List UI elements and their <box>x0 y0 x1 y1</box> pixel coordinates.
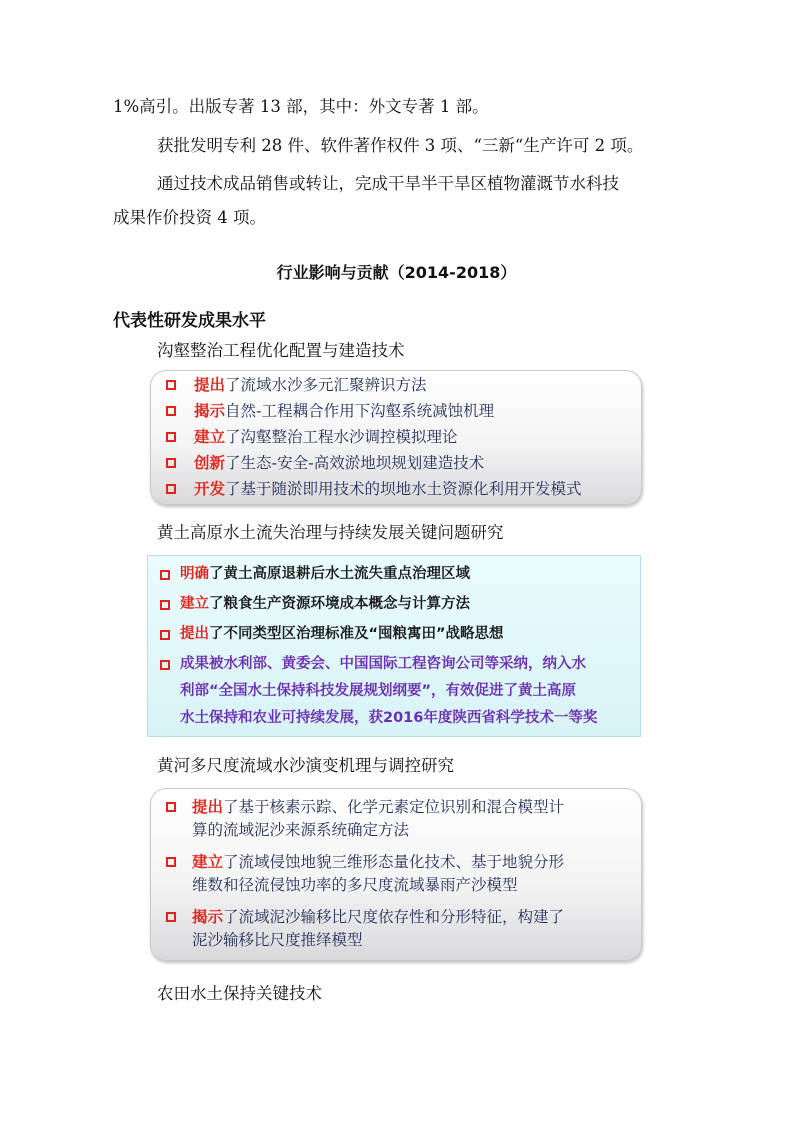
group1-item-2: 揭示自然-工程耦合作用下沟壑系统减蚀机理 <box>194 402 495 420</box>
bullet-icon <box>160 660 170 670</box>
group3-item-3: 揭示了流域泥沙输移比尺度依存性和分形特征，构建了 <box>192 908 565 926</box>
bullet-icon <box>166 912 176 922</box>
bullet-icon <box>166 432 176 442</box>
group2-box <box>147 555 641 737</box>
subsection-title: 代表性研发成果水平 <box>113 311 266 331</box>
group1-title: 沟壑整治工程优化配置与建造技术 <box>157 341 405 360</box>
group2-item-4-line-1: 成果被水利部、黄委会、中国国际工程咨询公司等采纳，纳入水 <box>180 656 586 672</box>
intro-line-1: 1%高引。出版专著 13 部，其中：外文专著 1 部。 <box>113 97 489 116</box>
bullet-icon <box>166 458 176 468</box>
group2-item-2: 建立了粮食生产资源环境成本概念与计算方法 <box>180 596 470 612</box>
group3-item-1: 提出了基于核素示踪、化学元素定位识别和混合模型计 <box>192 798 565 816</box>
intro-line-3b: 成果作价投资 4 项。 <box>113 208 266 227</box>
group2-title: 黄土高原水土流失治理与持续发展关键问题研究 <box>157 523 504 542</box>
group4-title: 农田水土保持关键技术 <box>157 984 322 1003</box>
group1-item-3: 建立了沟壑整治工程水沙调控模拟理论 <box>194 428 458 446</box>
group3-title: 黄河多尺度流域水沙演变机理与调控研究 <box>157 756 454 775</box>
group1-item-1: 提出了流域水沙多元汇聚辨识方法 <box>194 376 427 394</box>
group2-item-4-line-2: 利部“全国水土保持科技发展规划纲要”，有效促进了黄土高原 <box>180 683 577 699</box>
bullet-icon <box>166 484 176 494</box>
group2-item-4-line-3: 水土保持和农业可持续发展，获2016年度陕西省科学技术一等奖 <box>180 710 598 726</box>
bullet-icon <box>160 600 170 610</box>
bullet-icon <box>166 406 176 416</box>
group3-item-1-cont: 算的流域泥沙来源系统确定方法 <box>192 821 410 839</box>
group2-item-3: 提出了不同类型区治理标准及“囤粮寓田”战略思想 <box>180 626 504 642</box>
group1-box <box>150 370 642 505</box>
bullet-icon <box>160 570 170 580</box>
bullet-icon <box>166 857 176 867</box>
group1-item-5: 开发了基于随淤即用技术的坝地水土资源化利用开发模式 <box>194 480 582 498</box>
bullet-icon <box>166 380 176 390</box>
group3-item-3-cont: 泥沙输移比尺度推绎模型 <box>192 931 363 949</box>
section-title: 行业影响与贡献（2014-2018） <box>276 263 517 282</box>
group3-item-2-cont: 维数和径流侵蚀功率的多尺度流域暴雨产沙模型 <box>192 876 518 894</box>
group3-item-2: 建立了流域侵蚀地貌三维形态量化技术、基于地貌分形 <box>192 853 565 871</box>
group1-item-4: 创新了生态-安全-高效淤地坝规划建造技术 <box>194 454 485 472</box>
intro-line-2: 获批发明专利 28 件、软件著作权件 3 项、“三新“生产许可 2 项。 <box>157 136 644 155</box>
intro-line-3a: 通过技术成品销售或转让，完成干旱半干旱区植物灌溉节水科技 <box>157 174 619 193</box>
group3-box <box>150 788 642 961</box>
group2-item-1: 明确了黄土高原退耕后水土流失重点治理区域 <box>180 566 470 582</box>
bullet-icon <box>166 802 176 812</box>
bullet-icon <box>160 630 170 640</box>
